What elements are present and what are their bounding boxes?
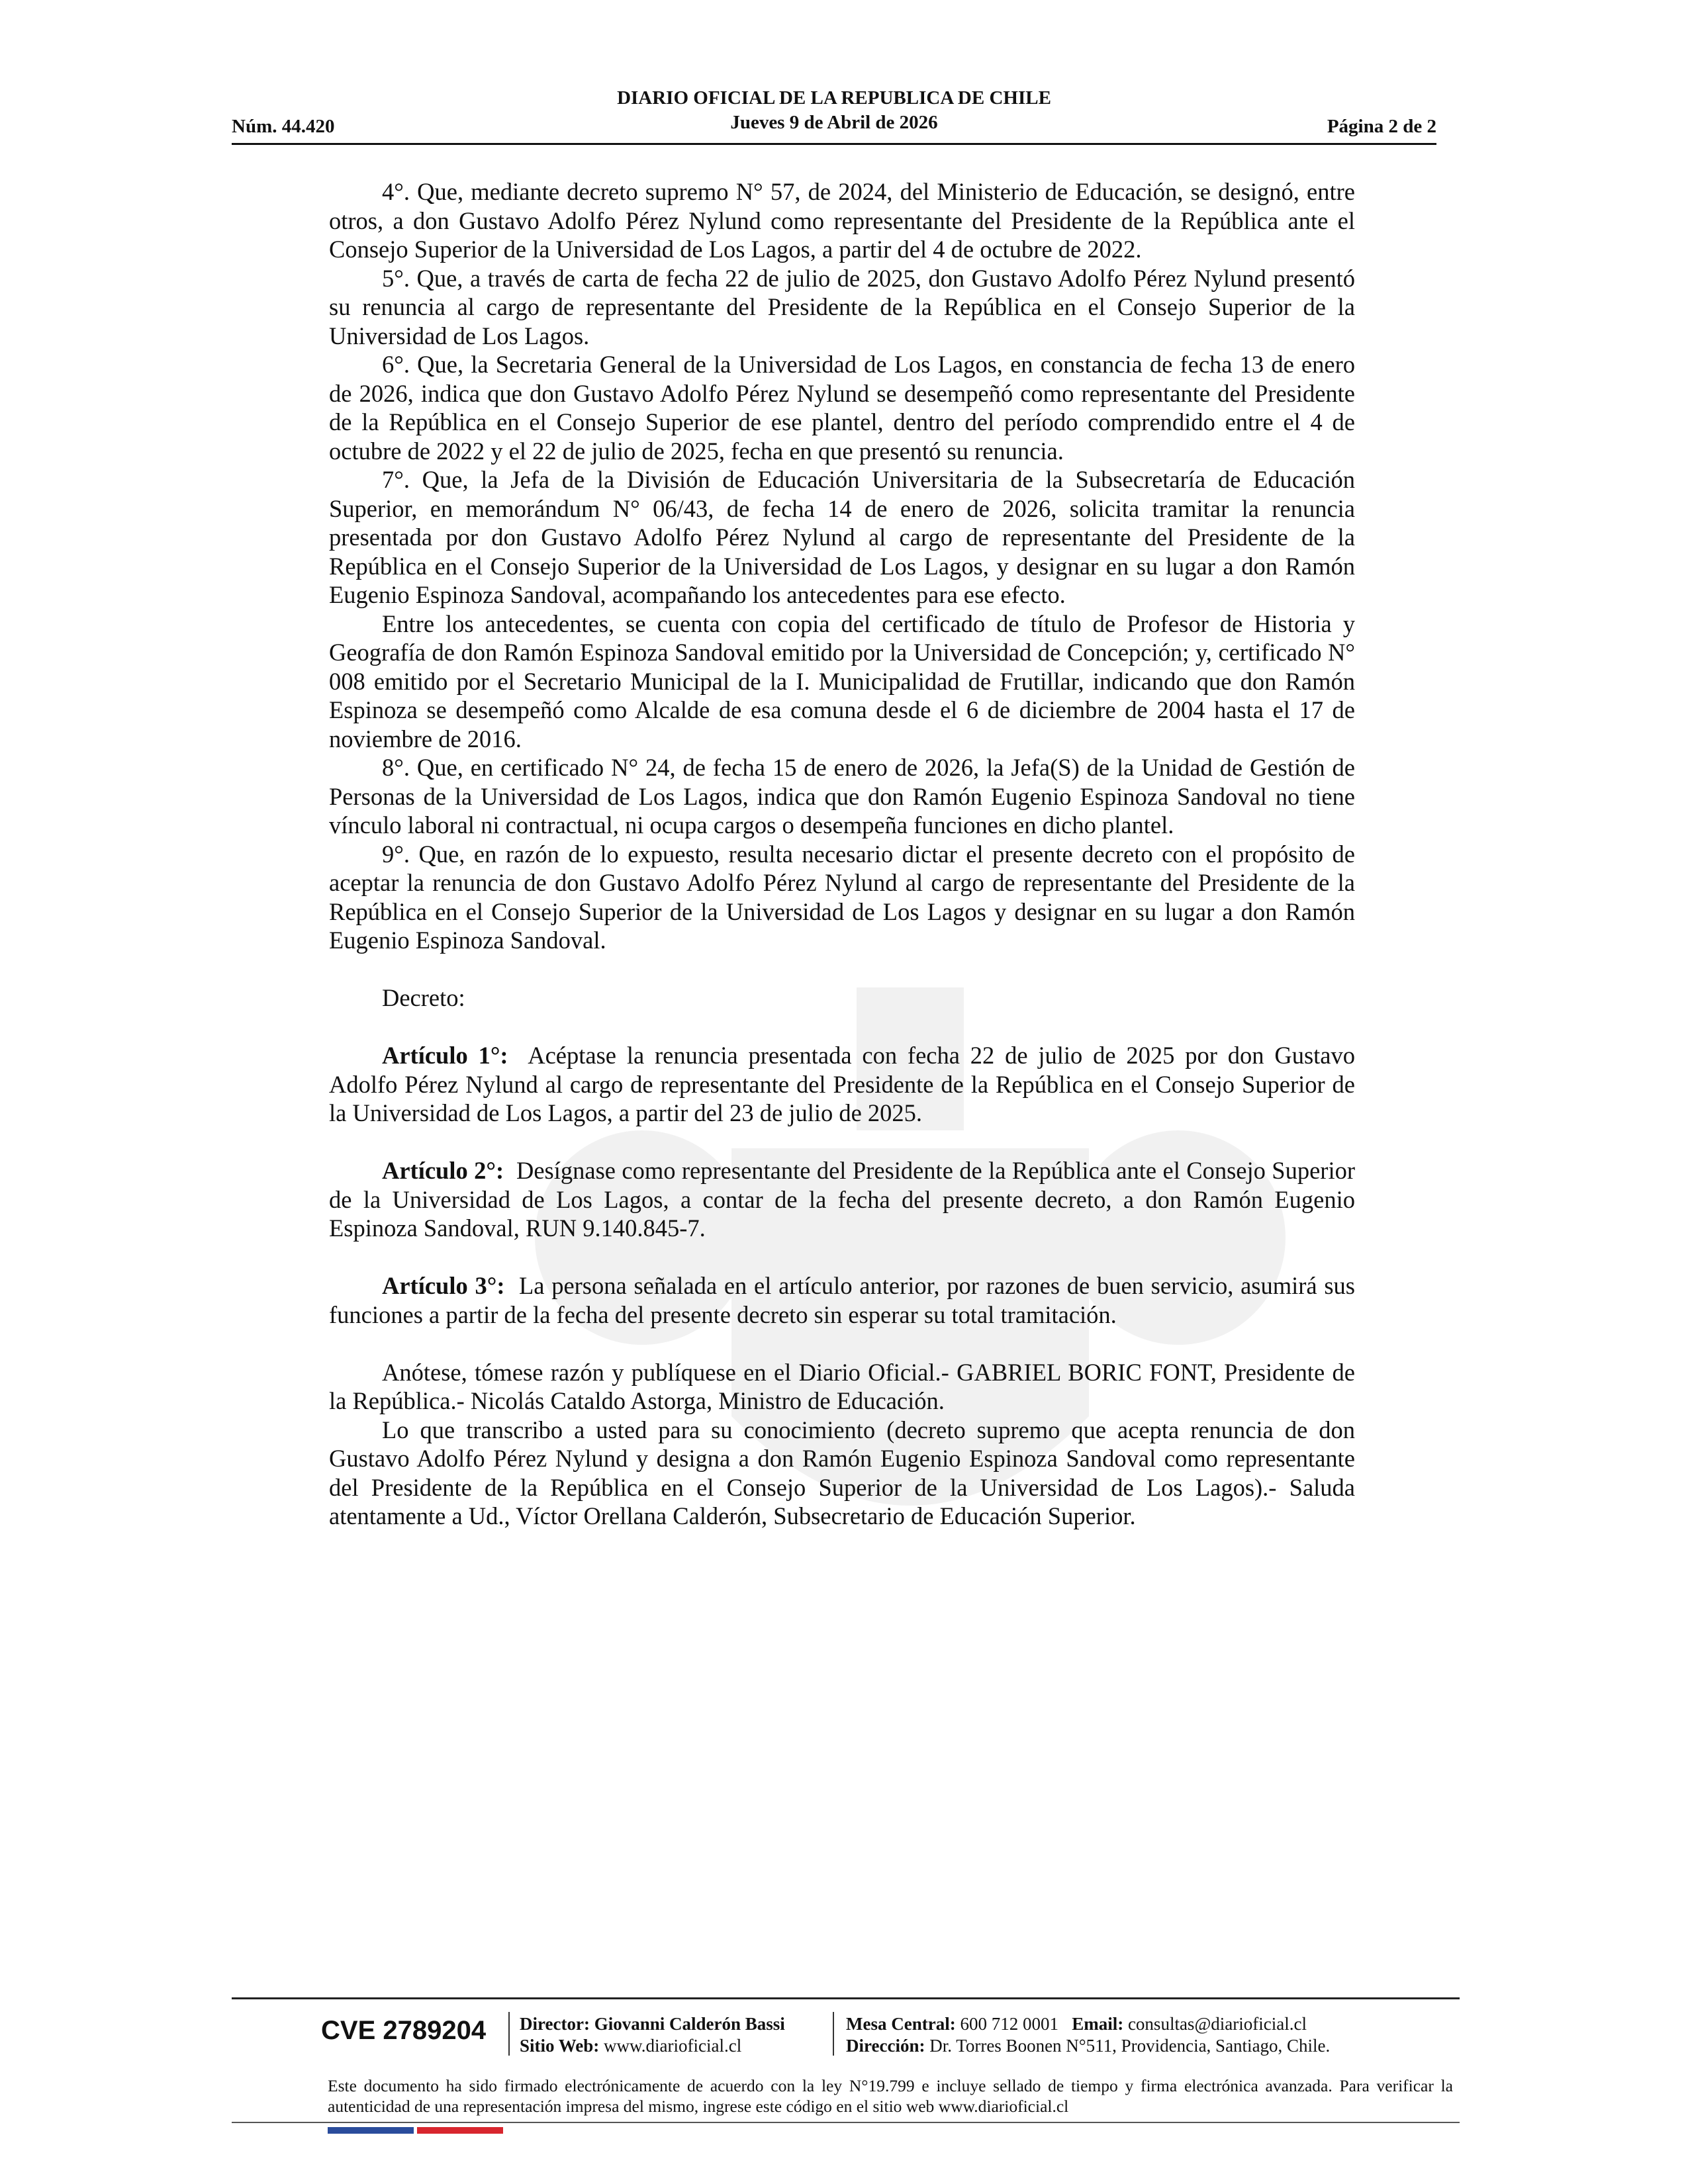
publication-date: Jueves 9 de Abril de 2026 (730, 112, 938, 133)
legal-notice: Este documento ha sido firmado electrónicamente de acuerdo con la ley N°19.799 e incluye sellado de tiempo y firma electrónica avanzada. Para verificar la autenticidad de una representación impresa del mismo, ingrese este código en el sitio web www.diarioficial.cl (328, 2076, 1453, 2116)
article-3-title: Artículo 3°: (382, 1272, 505, 1299)
page-footer (232, 1997, 1460, 2150)
paragraph-4: 4°. Que, mediante decreto supremo N° 57, de 2024, del Ministerio de Educación, se designó, entre otros, a don Gustavo Adolfo Pérez Nylund como representante del Presidente de la República ante el Consejo Superior de la Universidad de Los Lagos, a partir del 4 de octubre de 2022. (329, 178, 1355, 263)
header-divider (232, 143, 1436, 145)
document-body (329, 177, 1355, 1531)
web-link[interactable]: www.diarioficial.cl (604, 2036, 742, 2056)
footer-top-divider (232, 1997, 1460, 1999)
article-2 (329, 1156, 1355, 1243)
article-2-text: Desígnase como representante del Presidente de la República ante el Consejo Superior de la Universidad de Los Lagos, a contar de la fecha del presente decreto, a don Ramón Eugenio Espinoza Sandoval, RUN 9.140.845-7. (329, 1157, 1356, 1242)
article-2-title: Artículo 2°: (382, 1157, 504, 1184)
address-text: Dr. Torres Boonen N°511, Providencia, Santiago, Chile. (929, 2036, 1331, 2056)
publication-title: DIARIO OFICIAL DE LA REPUBLICA DE CHILE (617, 87, 1051, 109)
flag-stripe (328, 2127, 503, 2134)
cve-code: CVE 2789204 (321, 2016, 487, 2045)
article-1 (329, 1041, 1355, 1128)
issue-number: Núm. 44.420 (232, 116, 335, 137)
article-3-text: La persona señalada en el artículo anterior, por razones de buen servicio, asumirá sus funciones a partir de la fecha del presente decreto sin esperar su total tramitación. (329, 1272, 1356, 1328)
page-header (232, 86, 1436, 144)
footer-bottom-divider (232, 2122, 1460, 2123)
flag-blue-bar (328, 2127, 414, 2134)
paragraph-9: 9°. Que, en razón de lo expuesto, resulta necesario dictar el presente decreto con el propósito de aceptar la renuncia de don Gustavo Adolfo Pérez Nylund al cargo de representante del Presidente de la República en el Consejo Superior de la Universidad de Los Lagos y designar en su lugar a don Ramón Eugenio Espinoza Sandoval. (329, 840, 1355, 954)
email-link[interactable]: consultas@diarioficial.cl (1127, 2014, 1307, 2034)
paragraph-6: 6°. Que, la Secretaria General de la Universidad de Los Lagos, en constancia de fecha 13 de enero de 2026, indica que don Gustavo Adolfo Pérez Nylund se desempeñó como representante del Presidente de la República en el Consejo Superior de ese plantel, dentro del período comprendido entre el 4 de octubre de 2022 y el 22 de julio de 2025, fecha en que presentó su renuncia. (329, 351, 1355, 465)
paragraph-7-antecedentes: Entre los antecedentes, se cuenta con copia del certificado de título de Profesor de Historia y Geografía de don Ramón Espinoza Sandoval emitido por la Universidad de Concepción; y, certificado N° 008 emitido por el Secretario Municipal de la I. Municipalidad de Frutillar, indicando que don Ramón Espinoza se desempeñó como Alcalde de esa comuna desde el 6 de diciembre de 2004 hasta el 17 de noviembre de 2016. (329, 610, 1355, 752)
director-label: Director: (520, 2014, 590, 2034)
director-name: Giovanni Calderón Bassi (594, 2014, 785, 2034)
web-label: Sitio Web: (520, 2036, 600, 2056)
paragraph-5: 5°. Que, a través de carta de fecha 22 de julio de 2025, don Gustavo Adolfo Pérez Nylund presentó su renuncia al cargo de representante del Presidente de la República en el Consejo Superior de la Universidad de Los Lagos. (329, 264, 1355, 349)
paragraph-7: 7°. Que, la Jefa de la División de Educación Universitaria de la Subsecretaría de Educación Superior, en memorándum N° 06/43, de fecha 14 de enero de 2026, solicita tramitar la renuncia presentada por don Gustavo Adolfo Pérez Nylund al cargo de representante del Presidente de la República en el Consejo Superior de la Universidad de Los Lagos, y designar en su lugar a don Ramón Eugenio Espinoza Sandoval, acompañando los antecedentes para ese efecto. (329, 466, 1355, 608)
email-label: Email: (1072, 2014, 1124, 2034)
closing-paragraph: Anótese, tómese razón y publíquese en el Diario Oficial.- GABRIEL BORIC FONT, Presidente de la República.- Nicolás Cataldo Astorga, Ministro de Educación. (329, 1358, 1355, 1414)
footer-separator (508, 2012, 510, 2056)
article-3 (329, 1271, 1355, 1329)
publication-block (232, 86, 1436, 135)
page-indicator: Página 2 de 2 (1327, 116, 1436, 137)
footer-separator (833, 2012, 834, 2056)
footer-contact-block (846, 2013, 1330, 2057)
article-1-title: Artículo 1°: (382, 1042, 508, 1069)
flag-red-bar (417, 2127, 503, 2134)
decreto-heading: Decreto: (382, 984, 465, 1011)
transcription-paragraph: Lo que transcribo a usted para su conocimiento (decreto supremo que acepta renuncia de don Gustavo Adolfo Pérez Nylund y designa a don Ramón Eugenio Espinoza Sandoval como representante del Presidente de la República en el Consejo Superior de la Universidad de Los Lagos).- Saluda atentamente a Ud., Víctor Orellana Calderón, Subsecretario de Educación Superior. (329, 1416, 1355, 1529)
mesa-label: Mesa Central: (846, 2014, 956, 2034)
paragraph-8: 8°. Que, en certificado N° 24, de fecha 15 de enero de 2026, la Jefa(S) de la Unidad de Gestión de Personas de la Universidad de Los Lagos, indica que don Ramón Eugenio Espinoza Sandoval no tiene vínculo laboral ni contractual, ni ocupa cargos o desempeña funciones en dicho plantel. (329, 754, 1355, 839)
article-1-text: Acéptase la renuncia presentada con fecha 22 de julio de 2025 por don Gustavo Adolfo Pérez Nylund al cargo de representante del Presidente de la República en el Consejo Superior de la Universidad de Los Lagos, a partir del 23 de julio de 2025. (329, 1042, 1355, 1126)
footer-director-block (520, 2013, 785, 2057)
mesa-phone: 600 712 0001 (960, 2014, 1058, 2034)
address-label: Dirección: (846, 2036, 925, 2056)
